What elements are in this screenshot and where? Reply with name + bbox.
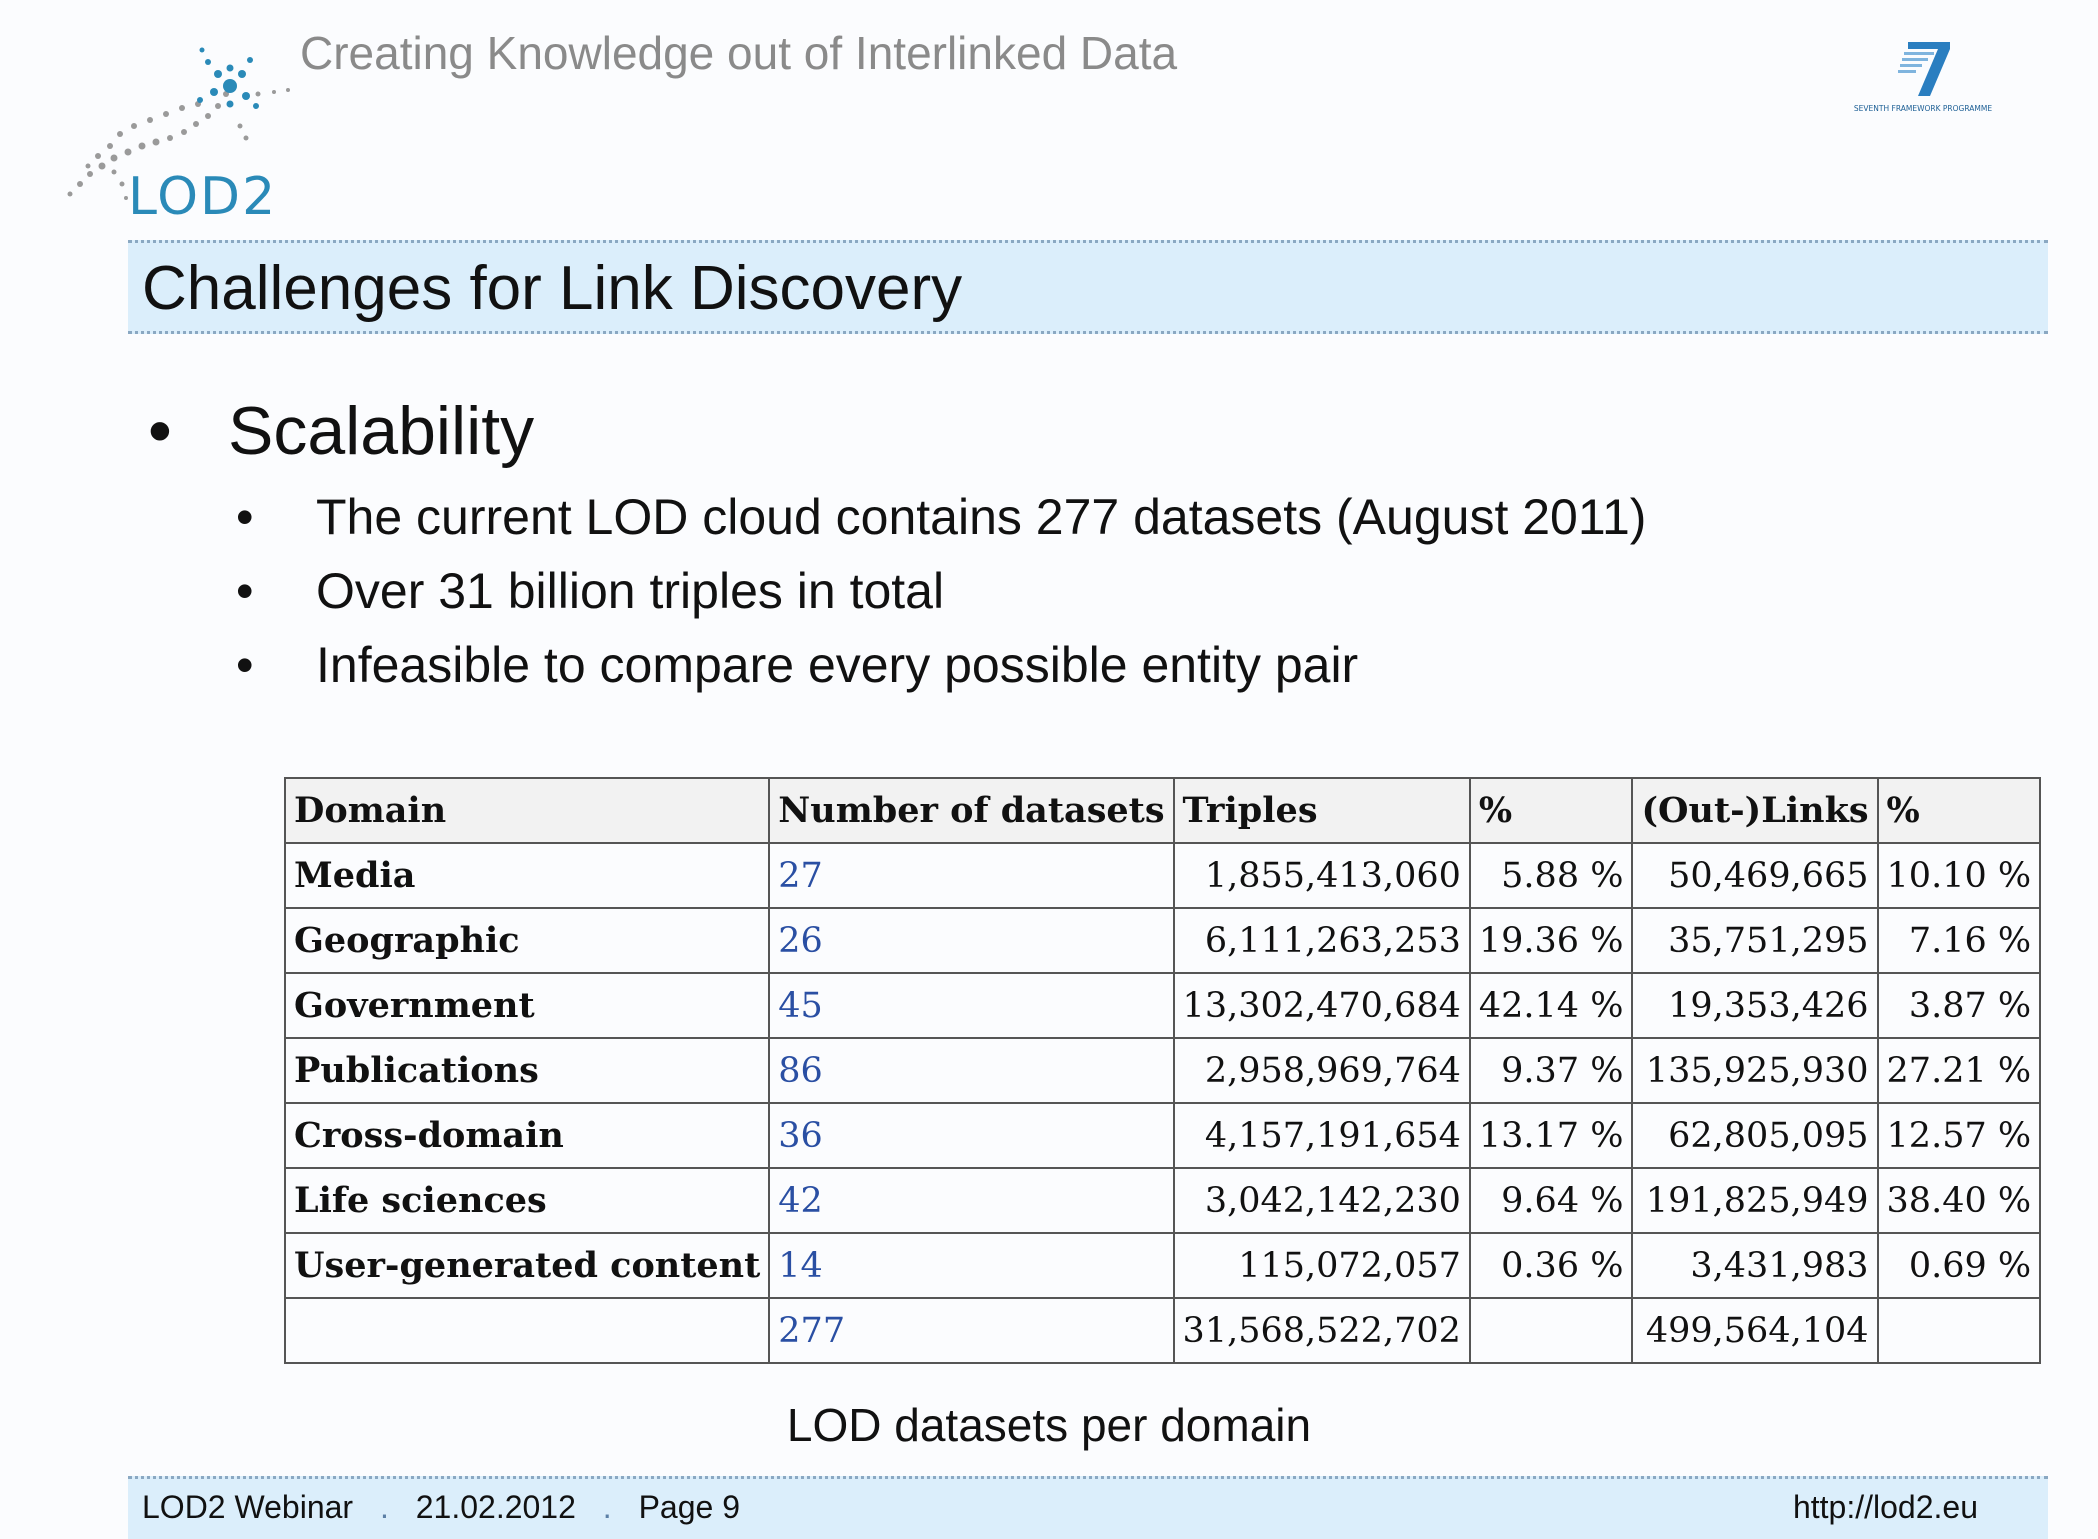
bullet-dot: • [236, 489, 254, 545]
lod2-logo [50, 34, 340, 227]
triples-cell: 13,302,470,684 [1174, 973, 1470, 1038]
domain-cell: Government [285, 973, 769, 1038]
triples-cell: 3,042,142,230 [1174, 1168, 1470, 1233]
domain-cell: Publications [285, 1038, 769, 1103]
triples-cell: 1,855,413,060 [1174, 843, 1470, 908]
links-percent-cell: 27.21 % [1878, 1038, 2041, 1103]
sub-bullet-text: Infeasible to compare every possible entity pair [316, 637, 1359, 693]
header-tagline: Creating Knowledge out of Interlinked Data [300, 27, 1178, 79]
lod2-logo-text: LOD2 [128, 167, 278, 227]
domain-cell [285, 1298, 769, 1363]
table-row [285, 1233, 2040, 1298]
table-row [285, 973, 2040, 1038]
col-header-links: (Out-)Links [1632, 778, 1877, 843]
triples-percent-cell [1470, 1298, 1633, 1363]
footer-page: Page 9 [638, 1489, 740, 1525]
col-header-triples-percent: % [1470, 778, 1633, 843]
dataset-count-link[interactable]: 277 [769, 1298, 1173, 1363]
links-percent-cell: 12.57 % [1878, 1103, 2041, 1168]
bullet-dot: • [236, 563, 254, 619]
main-bullet-text: Scalability [228, 393, 535, 469]
triples-percent-cell: 9.64 % [1470, 1168, 1633, 1233]
sub-bullet-text: Over 31 billion triples in total [316, 563, 945, 619]
footer-separator: . [379, 1489, 389, 1525]
sub-bullet [236, 488, 1646, 546]
links-percent-cell: 10.10 % [1878, 843, 2041, 908]
footer-date: 21.02.2012 [415, 1489, 576, 1525]
col-header-domain: Domain [285, 778, 769, 843]
triples-cell: 4,157,191,654 [1174, 1103, 1470, 1168]
footer-info [142, 1489, 740, 1526]
links-percent-cell: 7.16 % [1878, 908, 2041, 973]
lod-datasets-table [284, 777, 2041, 1364]
domain-cell: Cross-domain [285, 1103, 769, 1168]
table-row [285, 843, 2040, 908]
links-percent-cell: 38.40 % [1878, 1168, 2041, 1233]
links-cell: 19,353,426 [1632, 973, 1877, 1038]
triples-percent-cell: 42.14 % [1470, 973, 1633, 1038]
footer-event: LOD2 Webinar [142, 1489, 354, 1525]
links-percent-cell [1878, 1298, 2041, 1363]
dataset-count-link[interactable]: 36 [769, 1103, 1173, 1168]
title-band [128, 240, 2048, 334]
triples-cell: 2,958,969,764 [1174, 1038, 1470, 1103]
slide-title: Challenges for Link Discovery [142, 254, 963, 323]
domain-cell: Media [285, 843, 769, 908]
bullet-dot: • [236, 637, 254, 693]
dataset-count-link[interactable]: 86 [769, 1038, 1173, 1103]
triples-percent-cell: 13.17 % [1470, 1103, 1633, 1168]
links-cell: 191,825,949 [1632, 1168, 1877, 1233]
links-percent-cell: 0.69 % [1878, 1233, 2041, 1298]
col-header-dataset-count: Number of datasets [769, 778, 1173, 843]
links-cell: 62,805,095 [1632, 1103, 1877, 1168]
table-total-row [285, 1298, 2040, 1363]
table-caption: LOD datasets per domain [786, 1399, 1312, 1451]
domain-cell: Geographic [285, 908, 769, 973]
footer-url[interactable]: http://lod2.eu [1792, 1489, 1978, 1525]
table-row [285, 1168, 2040, 1233]
bullet-dot: • [148, 393, 172, 469]
triples-cell: 6,111,263,253 [1174, 908, 1470, 973]
footer-separator: . [602, 1489, 612, 1525]
sub-bullet-text: The current LOD cloud contains 277 datasets (August 2011) [316, 489, 1647, 545]
sub-bullet [236, 562, 944, 620]
sub-bullet [236, 636, 1358, 694]
links-cell: 499,564,104 [1632, 1298, 1877, 1363]
links-cell: 135,925,930 [1632, 1038, 1877, 1103]
links-cell: 50,469,665 [1632, 843, 1877, 908]
dataset-count-link[interactable]: 27 [769, 843, 1173, 908]
links-cell: 3,431,983 [1632, 1233, 1877, 1298]
triples-percent-cell: 0.36 % [1470, 1233, 1633, 1298]
col-header-triples: Triples [1174, 778, 1470, 843]
links-cell: 35,751,295 [1632, 908, 1877, 973]
domain-cell: Life sciences [285, 1168, 769, 1233]
triples-percent-cell: 5.88 % [1470, 843, 1633, 908]
dataset-count-link[interactable]: 45 [769, 973, 1173, 1038]
table-row [285, 1103, 2040, 1168]
dataset-count-link[interactable]: 42 [769, 1168, 1173, 1233]
triples-cell: 31,568,522,702 [1174, 1298, 1470, 1363]
table-header-row [285, 778, 2040, 843]
domain-cell: User-generated content [285, 1233, 769, 1298]
table-row [285, 1038, 2040, 1103]
seventh-framework-logo [1853, 36, 1993, 126]
fp7-logo-text: SEVENTH FRAMEWORK PROGRAMME [1853, 104, 1993, 113]
table-row [285, 908, 2040, 973]
dataset-count-link[interactable]: 14 [769, 1233, 1173, 1298]
triples-percent-cell: 19.36 % [1470, 908, 1633, 973]
col-header-links-percent: % [1878, 778, 2041, 843]
triples-cell: 115,072,057 [1174, 1233, 1470, 1298]
links-percent-cell: 3.87 % [1878, 973, 2041, 1038]
footer-bar [128, 1476, 2048, 1539]
main-bullet [148, 392, 534, 470]
triples-percent-cell: 9.37 % [1470, 1038, 1633, 1103]
dataset-count-link[interactable]: 26 [769, 908, 1173, 973]
